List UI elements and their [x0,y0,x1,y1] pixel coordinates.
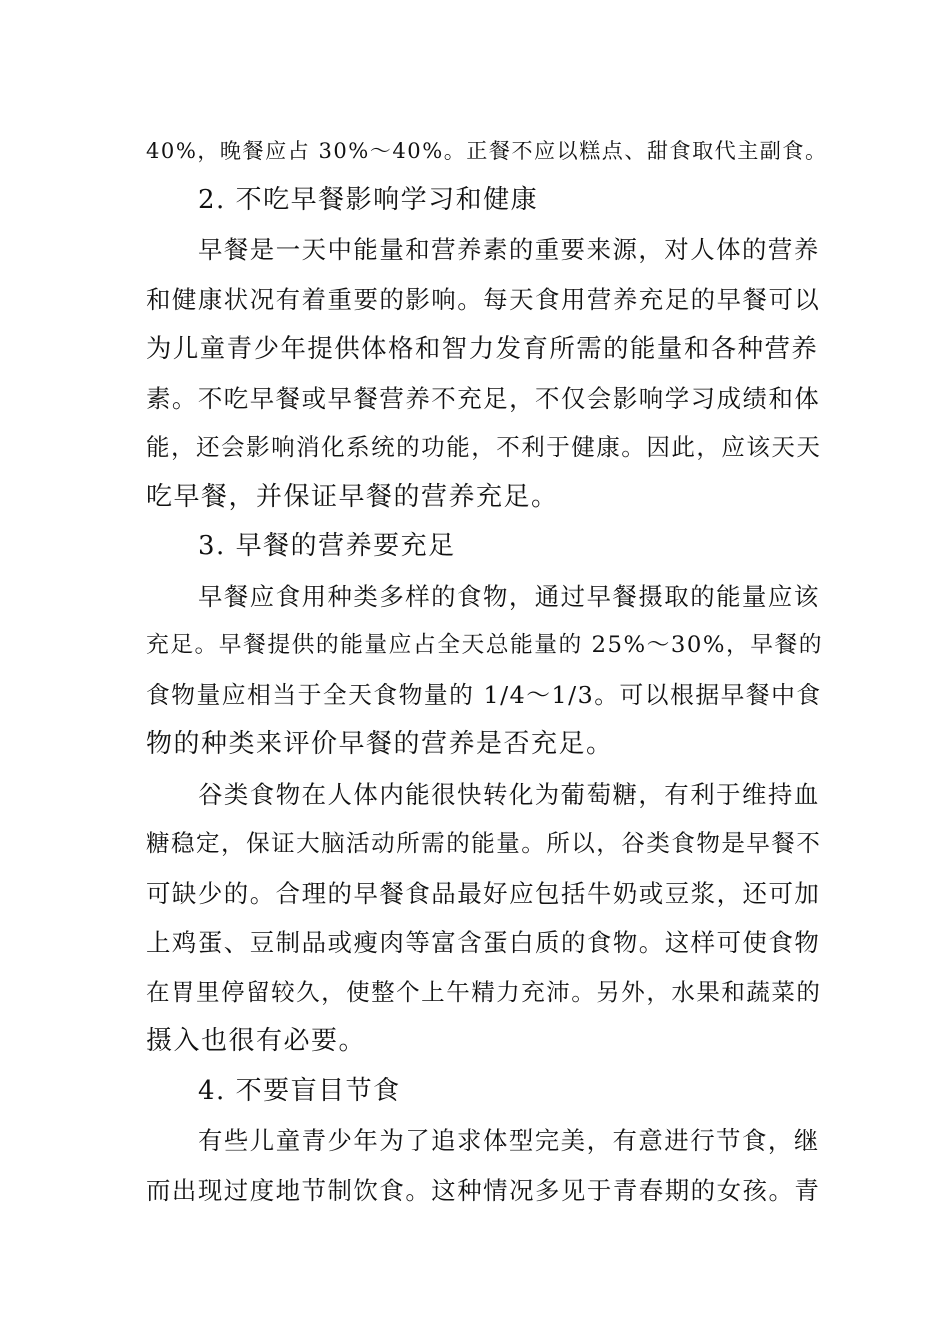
text-line-10: 早餐应食用种类多样的食物，通过早餐摄取的能量应该 [198,581,820,611]
section-heading-3: 3. 早餐的营养要充足 [198,531,456,561]
document-body [146,126,828,1215]
section-heading-4: 4. 不要盲目节食 [198,1075,401,1106]
text-line-21: 有些儿童青少年为了追求体型完美，有意进行节食，继 [198,1126,820,1155]
text-line-12: 食物量应相当于全天食物量的 1/4～1/3。可以根据早餐中食 [146,680,822,709]
text-line-15: 糖稳定，保证大脑活动所需的能量。所以，谷类食物是早餐不 [146,829,822,857]
text-line-6: 素。不吃早餐或早餐营养不充足，不仅会影响学习成绩和体 [146,383,821,413]
text-line-16: 可缺少的。合理的早餐食品最好应包括牛奶或豆浆，还可加 [146,878,821,908]
text-line-18: 在胃里停留较久，使整个上午精力充沛。另外，水果和蔬菜的 [146,977,822,1006]
text-line-17: 上鸡蛋、豆制品或瘦肉等富含蛋白质的食物。这样可使食物 [146,928,821,957]
text-line-13: 物的种类来评价早餐的营养是否充足。 [146,729,614,759]
text-line-5: 为儿童青少年提供体格和智力发育所需的能量和各种营养 [146,333,819,363]
text-line-19: 摄入也很有必要。 [146,1026,367,1056]
text-line-8: 吃早餐，并保证早餐的营养充足。 [146,481,559,512]
text-line-4: 和健康状况有着重要的影响。每天食用营养充足的早餐可以 [146,284,821,314]
text-line-22: 而出现过度地节制饮食。这种情况多见于青春期的女孩。青 [146,1175,821,1205]
text-line-7: 能，还会影响消化系统的功能，不利于健康。因此，应该天天 [146,433,822,461]
section-heading-2: 2. 不吃早餐影响学习和健康 [198,184,539,215]
text-line-1: 40%，晚餐应占 30%～40%。正餐不应以糕点、甜食取代主副食。 [146,138,828,163]
text-line-3: 早餐是一天中能量和营养素的重要来源，对人体的营养 [198,235,820,264]
text-line-11: 充足。早餐提供的能量应占全天总能量的 25%～30%，早餐的 [146,632,824,658]
text-line-14: 谷类食物在人体内能很快转化为葡萄糖，有利于维持血 [198,779,820,809]
